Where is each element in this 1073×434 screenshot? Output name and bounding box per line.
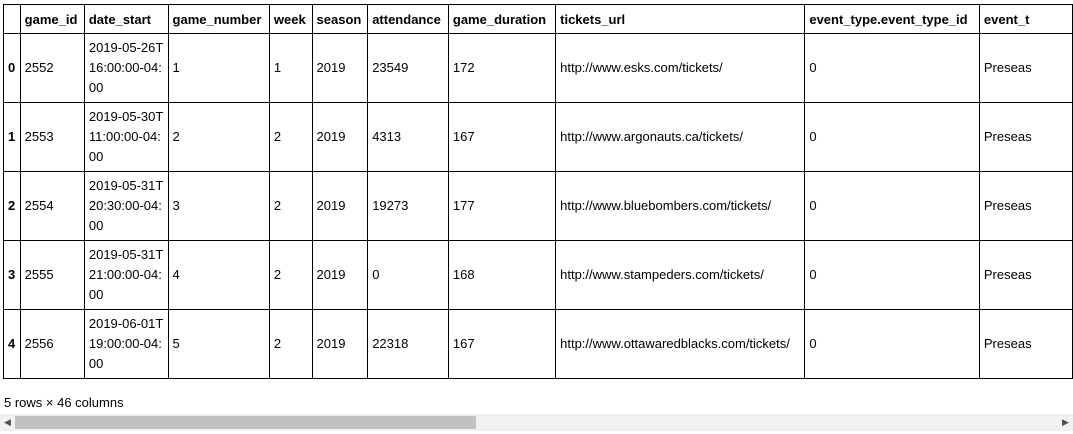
cell-game-duration: 167 [448, 103, 555, 172]
row-index: 2 [4, 172, 21, 241]
header-week: week [269, 5, 312, 34]
cell-game-number: 4 [168, 241, 269, 310]
cell-event-type-id: 0 [805, 172, 980, 241]
cell-tickets-url: http://www.stampeders.com/tickets/ [556, 241, 805, 310]
cell-event-type-id: 0 [805, 241, 980, 310]
table-row [4, 310, 1073, 379]
cell-game-number: 2 [168, 103, 269, 172]
cell-game-duration: 167 [448, 310, 555, 379]
header-game-number: game_number [168, 5, 269, 34]
cell-game-id: 2553 [20, 103, 84, 172]
cell-date-start: 2019-05-30T11:00:00-04:00 [84, 103, 168, 172]
table-row [4, 241, 1073, 310]
cell-season: 2019 [312, 34, 368, 103]
scroll-right-icon[interactable]: ▶ [1062, 417, 1069, 427]
cell-season: 2019 [312, 310, 368, 379]
cell-week: 2 [269, 310, 312, 379]
cell-attendance: 23549 [368, 34, 449, 103]
cell-tickets-url: http://www.esks.com/tickets/ [556, 34, 805, 103]
horizontal-scrollbar[interactable] [0, 414, 1073, 431]
header-tickets-url: tickets_url [556, 5, 805, 34]
cell-game-duration: 177 [448, 172, 555, 241]
cell-season: 2019 [312, 241, 368, 310]
header-season: season [312, 5, 368, 34]
cell-attendance: 4313 [368, 103, 449, 172]
header-attendance: attendance [368, 5, 449, 34]
cell-date-start: 2019-05-26T16:00:00-04:00 [84, 34, 168, 103]
cell-game-id: 2552 [20, 34, 84, 103]
dataframe-shape-caption: 5 rows × 46 columns [4, 395, 124, 410]
table-row [4, 103, 1073, 172]
cell-game-duration: 172 [448, 34, 555, 103]
header-event-type-name: event_t [979, 5, 1072, 34]
cell-tickets-url: http://www.bluebombers.com/tickets/ [556, 172, 805, 241]
cell-tickets-url: http://www.ottawaredblacks.com/tickets/ [556, 310, 805, 379]
cell-season: 2019 [312, 172, 368, 241]
cell-game-id: 2554 [20, 172, 84, 241]
cell-date-start: 2019-05-31T21:00:00-04:00 [84, 241, 168, 310]
cell-game-id: 2555 [20, 241, 84, 310]
table-row [4, 34, 1073, 103]
cell-date-start: 2019-06-01T19:00:00-04:00 [84, 310, 168, 379]
scrollbar-thumb[interactable] [15, 416, 476, 429]
cell-event-type-name: Preseas [979, 310, 1072, 379]
table-row [4, 172, 1073, 241]
cell-game-number: 3 [168, 172, 269, 241]
cell-event-type-name: Preseas [979, 172, 1072, 241]
row-index: 1 [4, 103, 21, 172]
cell-tickets-url: http://www.argonauts.ca/tickets/ [556, 103, 805, 172]
cell-attendance: 22318 [368, 310, 449, 379]
header-event-type-id: event_type.event_type_id [805, 5, 980, 34]
header-game-id: game_id [20, 5, 84, 34]
cell-week: 2 [269, 172, 312, 241]
cell-event-type-id: 0 [805, 103, 980, 172]
cell-game-number: 1 [168, 34, 269, 103]
row-index: 4 [4, 310, 21, 379]
cell-game-duration: 168 [448, 241, 555, 310]
cell-attendance: 19273 [368, 172, 449, 241]
header-game-duration: game_duration [448, 5, 555, 34]
cell-event-type-name: Preseas [979, 103, 1072, 172]
cell-week: 1 [269, 34, 312, 103]
scroll-left-icon[interactable]: ◀ [4, 417, 11, 427]
row-index: 0 [4, 34, 21, 103]
cell-game-number: 5 [168, 310, 269, 379]
header-index [4, 5, 21, 34]
cell-event-type-name: Preseas [979, 34, 1072, 103]
cell-week: 2 [269, 241, 312, 310]
cell-date-start: 2019-05-31T20:30:00-04:00 [84, 172, 168, 241]
dataframe-table [3, 4, 1073, 379]
cell-season: 2019 [312, 103, 368, 172]
cell-attendance: 0 [368, 241, 449, 310]
row-index: 3 [4, 241, 21, 310]
cell-event-type-name: Preseas [979, 241, 1072, 310]
cell-game-id: 2556 [20, 310, 84, 379]
cell-event-type-id: 0 [805, 34, 980, 103]
cell-event-type-id: 0 [805, 310, 980, 379]
cell-week: 2 [269, 103, 312, 172]
header-date-start: date_start [84, 5, 168, 34]
header-row [4, 5, 1073, 34]
